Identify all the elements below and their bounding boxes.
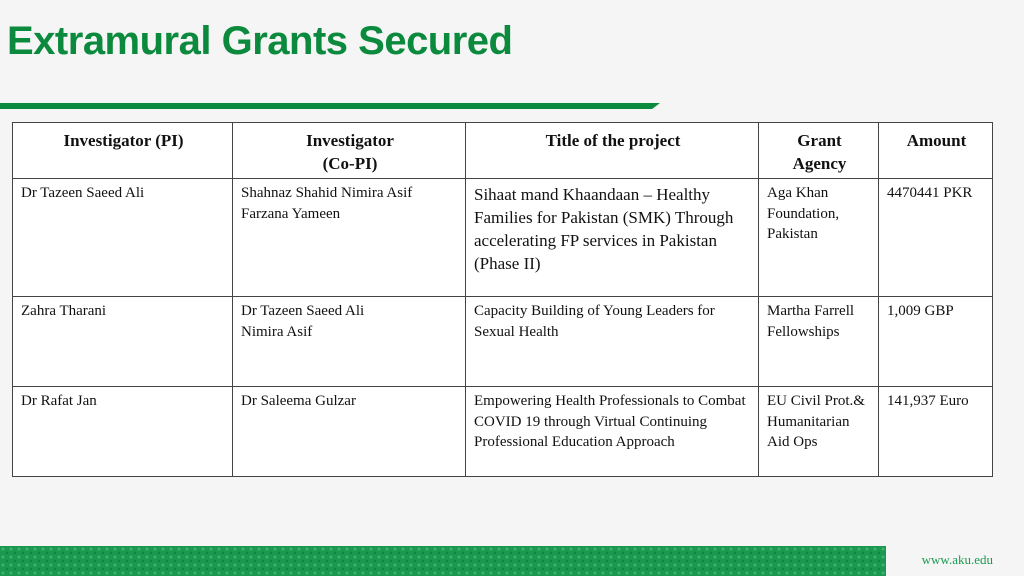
header-investigator-pi: Investigator (PI) — [13, 123, 233, 179]
cell-amount: 4470441 PKR — [879, 179, 993, 297]
cell-co-pi: Dr Tazeen Saeed Ali Nimira Asif — [233, 297, 466, 387]
cell-pi: Dr Tazeen Saeed Ali — [13, 179, 233, 297]
header-project-title: Title of the project — [466, 123, 759, 179]
cell-amount: 141,937 Euro — [879, 387, 993, 477]
header-amount: Amount — [879, 123, 993, 179]
cell-project-title: Empowering Health Professionals to Combat COVID 19 through Virtual Continuing Professional Education Approach — [466, 387, 759, 477]
cell-co-pi: Shahnaz Shahid Nimira Asif Farzana Yameen — [233, 179, 466, 297]
footer-pattern-band — [0, 546, 886, 576]
cell-pi: Dr Rafat Jan — [13, 387, 233, 477]
grants-table — [12, 122, 993, 477]
cell-project-title: Capacity Building of Young Leaders for Sexual Health — [466, 297, 759, 387]
cell-project-title: Sihaat mand Khaandaan – Healthy Families for Pakistan (SMK) Through accelerating FP services in Pakistan (Phase II) — [466, 179, 759, 297]
table-header-row — [13, 123, 993, 179]
cell-amount: 1,009 GBP — [879, 297, 993, 387]
table-row — [13, 297, 993, 387]
cell-pi: Zahra Tharani — [13, 297, 233, 387]
cell-agency: Aga Khan Foundation, Pakistan — [759, 179, 879, 297]
header-investigator-co-pi: Investigator (Co-PI) — [233, 123, 466, 179]
table-row — [13, 387, 993, 477]
page-title: Extramural Grants Secured — [7, 19, 513, 63]
header-grant-agency: Grant Agency — [759, 123, 879, 179]
cell-agency: EU Civil Prot.& Humanitarian Aid Ops — [759, 387, 879, 477]
table-row — [13, 179, 993, 297]
title-underline — [0, 103, 660, 109]
cell-co-pi: Dr Saleema Gulzar — [233, 387, 466, 477]
cell-agency: Martha Farrell Fellowships — [759, 297, 879, 387]
website-link[interactable]: www.aku.edu — [921, 552, 993, 567]
